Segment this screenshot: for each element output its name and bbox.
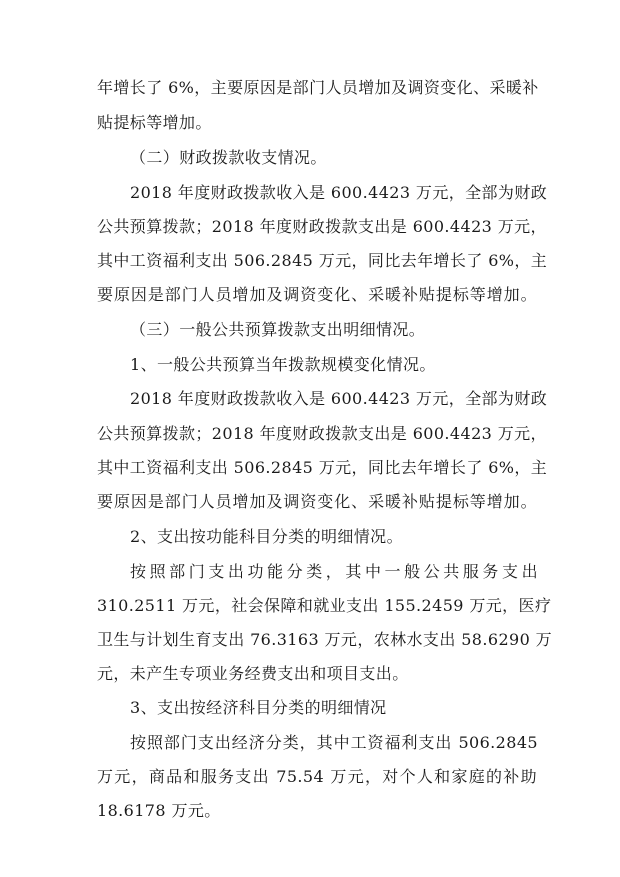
section-heading: （三）一般公共预算拨款支出明细情况。 bbox=[130, 320, 426, 339]
text-line: 2018 年度财政拨款收入是 600.4423 万元，全部为财政 bbox=[130, 389, 548, 408]
text-line: 310.2511 万元，社会保障和就业支出 155.2459 万元，医疗 bbox=[97, 596, 552, 615]
text-line: 按照部门支出功能分类，其中一般公共服务支出 bbox=[130, 562, 538, 581]
text-line: 2018 年度财政拨款收入是 600.4423 万元，全部为财政 bbox=[130, 183, 548, 202]
text-line: 18.6178 万元。 bbox=[97, 801, 221, 820]
text-line: 元，未产生专项业务经费支出和项目支出。 bbox=[97, 664, 409, 683]
text-line: 万元，商品和服务支出 75.54 万元，对个人和家庭的补助 bbox=[97, 767, 537, 786]
text-line: 按照部门支出经济分类，其中工资福利支出 506.2845 bbox=[130, 733, 538, 752]
section-heading: （二）财政拨款收支情况。 bbox=[130, 148, 327, 167]
text-line: 公共预算拨款；2018 年度财政拨款支出是 600.4423 万元， bbox=[97, 424, 547, 443]
text-line: 贴提标等增加。 bbox=[97, 113, 212, 132]
text-line: 公共预算拨款；2018 年度财政拨款支出是 600.4423 万元， bbox=[97, 217, 547, 236]
text-line: 其中工资福利支出 506.2845 万元，同比去年增长了 6%，主 bbox=[97, 251, 548, 270]
subsection-heading: 1、一般公共预算当年拨款规模变化情况。 bbox=[130, 355, 436, 374]
text-line: 要原因是部门人员增加及调资变化、采暖补贴提标等增加。 bbox=[97, 492, 537, 511]
text-line: 其中工资福利支出 506.2845 万元，同比去年增长了 6%，主 bbox=[97, 458, 548, 477]
text-line: 年增长了 6%，主要原因是部门人员增加及调资变化、采暖补 bbox=[97, 78, 539, 97]
subsection-heading: 2、支出按功能科目分类的明细情况。 bbox=[130, 527, 403, 546]
text-line: 要原因是部门人员增加及调资变化、采暖补贴提标等增加。 bbox=[97, 285, 537, 304]
subsection-heading: 3、支出按经济科目分类的明细情况 bbox=[130, 698, 387, 717]
text-line: 卫生与计划生育支出 76.3163 万元，农林水支出 58.6290 万 bbox=[97, 630, 553, 649]
